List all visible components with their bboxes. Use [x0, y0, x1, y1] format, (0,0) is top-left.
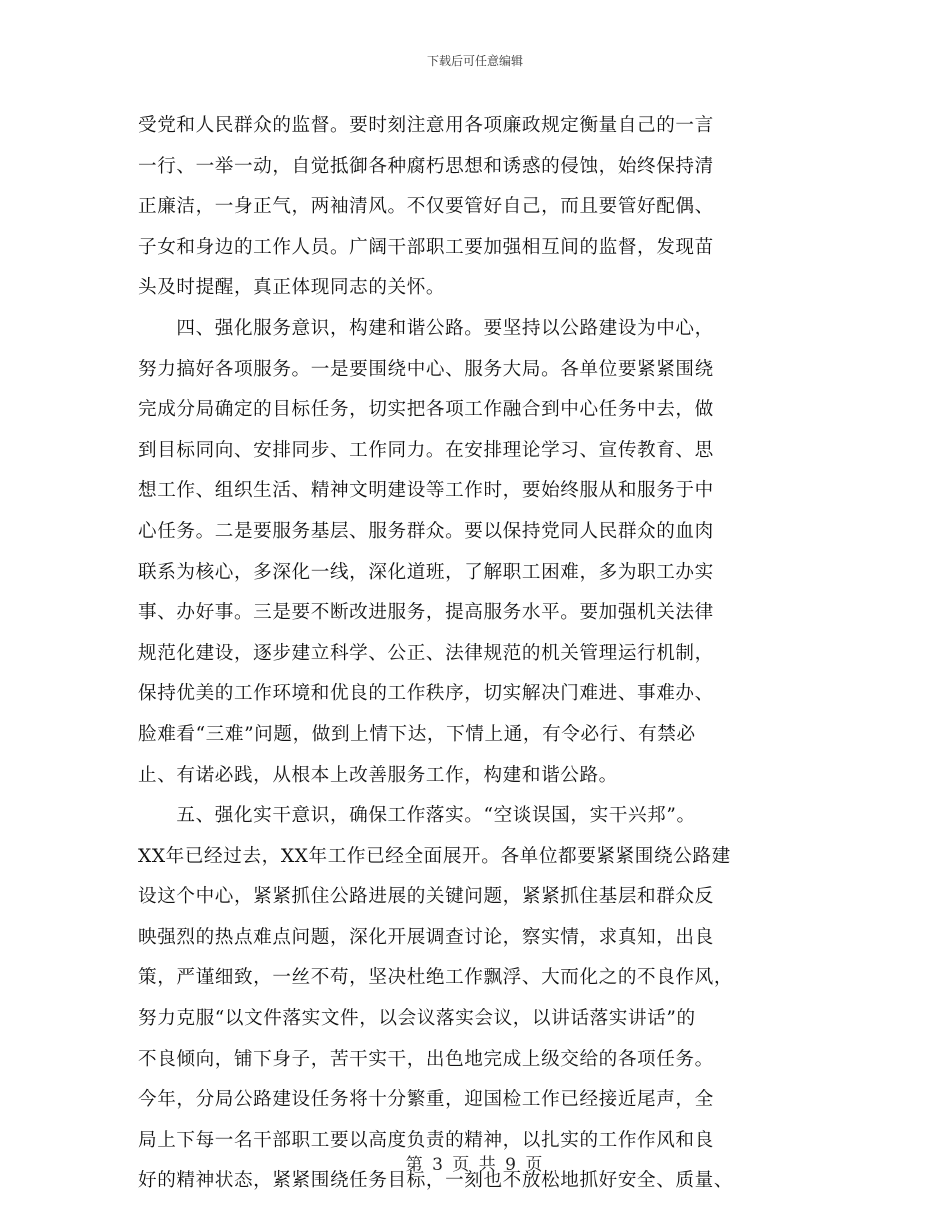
text-line: 设这个中心，紧紧抓住公路进展的关键问题，紧紧抓住基层和群众反: [138, 886, 714, 908]
text-line: 子女和身边的工作人员。广阔干部职工要加强相互间的监督，发现苗: [138, 236, 714, 258]
page-number: 第 3 页 共 9 页: [405, 1155, 545, 1175]
body-text: [138, 106, 818, 1202]
text-line: 一行、一举一动，自觉抵御各种腐朽思想和诱惑的侵蚀，始终保持清: [138, 155, 714, 177]
text-line: 脸难看“三难”问题，做到上情下达，下情上通，有令必行、有禁必: [138, 723, 696, 745]
page-header: 下载后可任意编辑: [426, 54, 523, 68]
text-line: 心任务。二是要服务基层、服务群众。要以保持党同人民群众的血肉: [138, 520, 714, 542]
text-line: 今年，分局公路建设任务将十分繁重，迎国检工作已经接近尾声，全: [138, 1089, 714, 1111]
text-line: 五、强化实干意识，确保工作落实。“空谈误国，实干兴邦”。: [138, 805, 696, 827]
text-line: 头及时提醒，真正体现同志的关怀。: [138, 277, 446, 299]
text-line: 正廉洁，一身正气，两袖清风。不仅要管好自己，而且要管好配偶、: [138, 196, 714, 218]
text-line: 努力搞好各项服务。一是要围绕中心、服务大局。各单位要紧紧围绕: [138, 358, 714, 380]
text-line: 完成分局确定的目标任务，切实把各项工作融合到中心任务中去，做: [138, 399, 714, 421]
text-line: 想工作、组织生活、精神文明建设等工作时，要始终服从和服务于中: [138, 480, 714, 502]
text-line: 保持优美的工作环境和优良的工作秩序，切实解决门难进、事难办、: [138, 683, 714, 705]
text-line: 止、有诺必践，从根本上改善服务工作，构建和谐公路。: [138, 764, 618, 786]
text-line: 局上下每一名干部职工要以高度负责的精神，以扎实的工作作风和良: [138, 1129, 714, 1151]
text-line: 不良倾向，铺下身子，苦干实干，出色地完成上级交给的各项任务。: [138, 1048, 714, 1070]
text-line: 努力克服“以文件落实文件，以会议落实会议，以讲话落实讲话”的: [138, 1008, 696, 1030]
text-line: 映强烈的热点难点问题，深化开展调查讨论，察实情，求真知，出良: [138, 926, 714, 948]
text-line: 四、强化服务意识，构建和谐公路。要坚持以公路建设为中心，: [138, 317, 714, 339]
text-line: 策，严谨细致，一丝不苟，坚决杜绝工作飘浮、大而化之的不良作风，: [138, 967, 734, 989]
text-line: 联系为核心，多深化一线，深化道班，了解职工困难，多为职工办实: [138, 561, 714, 583]
text-line: 好的精神状态，紧紧围绕任务目标，一刻也不放松地抓好安全、质量、: [138, 1170, 734, 1192]
text-line: 受党和人民群众的监督。要时刻注意用各项廉政规定衡量自己的一言: [138, 115, 714, 136]
text-line: 规范化建设，逐步建立科学、公正、法律规范的机关管理运行机制，: [138, 642, 714, 664]
text-line: 到目标同向、安排同步、工作同力。在安排理论学习、宣传教育、思: [138, 439, 714, 461]
text-line: 事、办好事。三是要不断改进服务，提高服务水平。要加强机关法律: [138, 602, 714, 624]
text-line: XX年已经过去，XX年工作已经全面展开。各单位都要紧紧围绕公路建: [138, 845, 731, 867]
